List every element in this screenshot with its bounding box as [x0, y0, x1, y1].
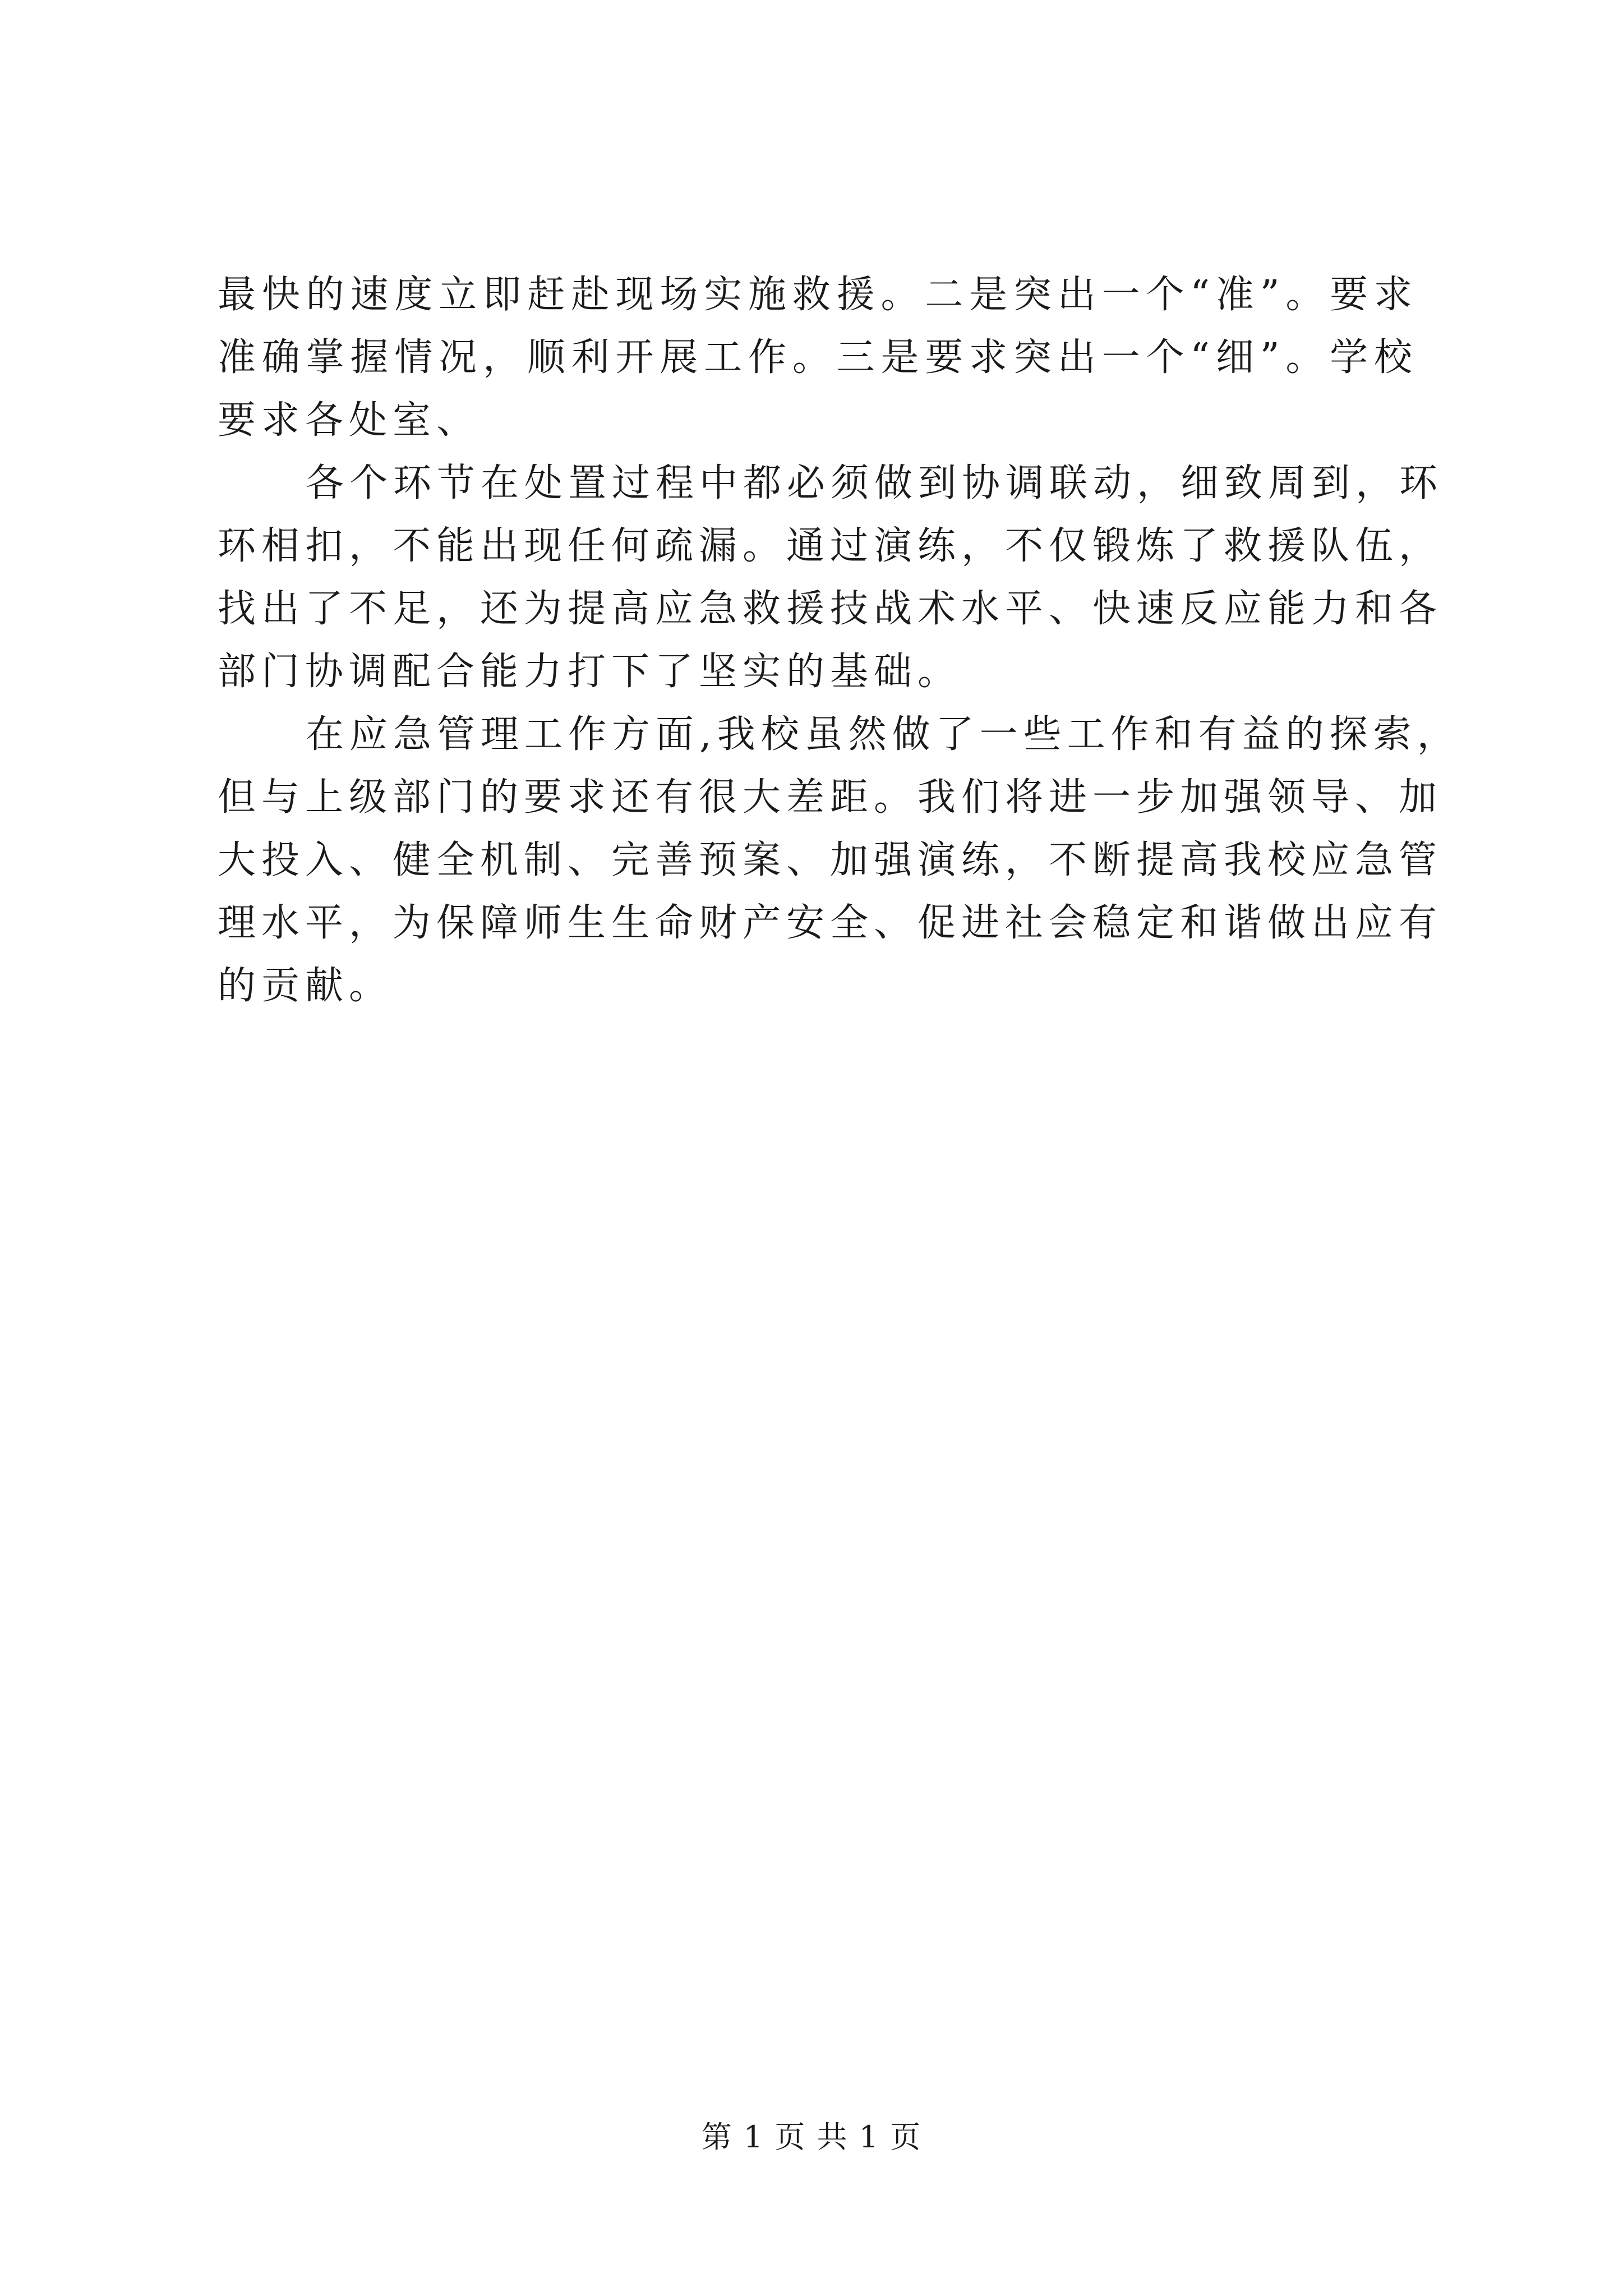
text-line: 各个环节在处置过程中都必须做到协调联动，细致周到，环 [306, 461, 1444, 505]
text-line: 要求各处室、 [218, 398, 481, 443]
text-line: 部门协调配合能力打下了坚实的基础。 [218, 650, 962, 694]
text-line: 找出了不足，还为提高应急救援技战术水平、快速反应能力和各 [218, 587, 1443, 631]
text-line: 在应急管理工作方面,我校虽然做了一些工作和有益的探索， [306, 712, 1461, 757]
text-line: 理水平，为保障师生生命财产安全、促进社会稳定和谐做出应有 [218, 901, 1443, 945]
text-line: 大投入、健全机制、完善预案、加强演练，不断提高我校应急管 [218, 838, 1443, 882]
text-line: 准确掌握情况，顺利开展工作。三是要求突出一个“细”。学校 [218, 335, 1418, 380]
text-line: 但与上级部门的要求还有很大差距。我们将进一步加强领导、加 [218, 775, 1443, 820]
document-body [218, 264, 1461, 1018]
page-number-footer: 第 1 页 共 1 页 [701, 2119, 922, 2155]
text-line: 最快的速度立即赶赴现场实施救援。二是突出一个“准”。要求 [218, 273, 1418, 317]
text-line: 的贡献。 [218, 964, 393, 1008]
text-line: 环相扣，不能出现任何疏漏。通过演练，不仅锻炼了救援队伍， [218, 524, 1443, 568]
